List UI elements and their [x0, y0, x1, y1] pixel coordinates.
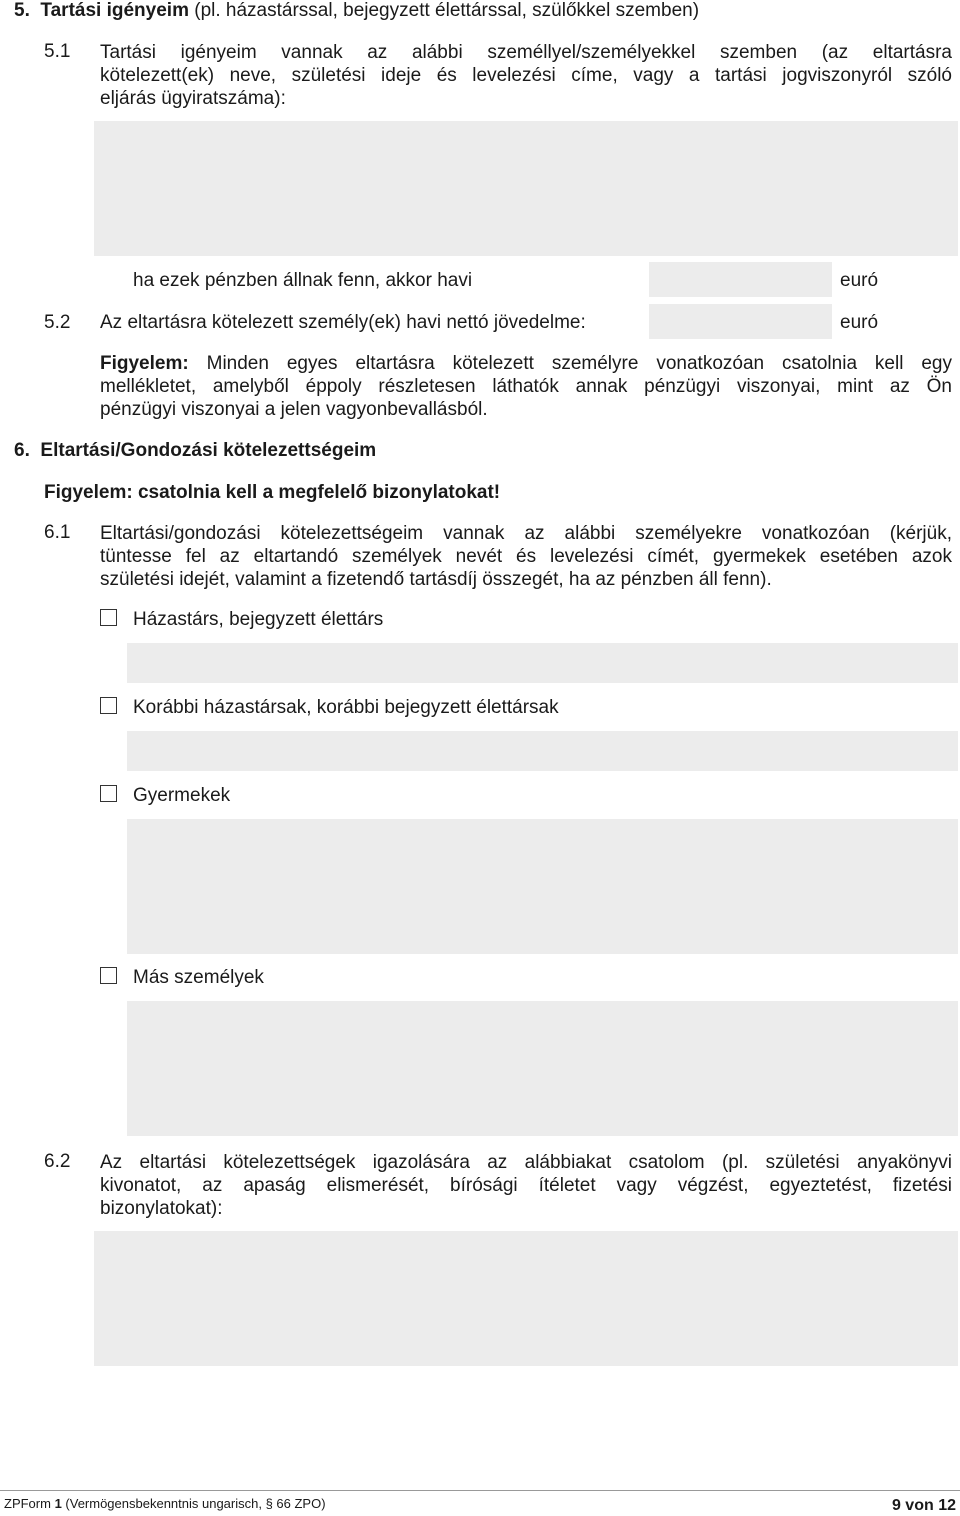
footer-page [892, 1497, 956, 1515]
s51-line-1: Tartási igényeim vannak az alábbi személlyel/személyekkel szemben (az eltartásra [100, 42, 952, 63]
s62-attachments-input[interactable] [94, 1231, 958, 1366]
section5-title: Tartási igényeim [40, 0, 189, 21]
s62-line-1: Az eltartási kötelezettségek igazolására az alábbiakat csatolom (pl. születési anyakönyvi [100, 1152, 952, 1173]
s62-line-3: bizonylatokat): [100, 1198, 223, 1219]
other-persons-label: Más személyek [133, 967, 264, 988]
s51-line-3: eljárás ügyiratszáma): [100, 88, 286, 109]
s61-line-3: születési idejét, valamint a fizetendő tartásdíj összegét, ha az pénzben áll fenn). [100, 569, 772, 590]
footer-divider [0, 1490, 960, 1491]
s51-obligor-input[interactable] [94, 121, 958, 256]
section5-heading [14, 0, 699, 22]
s51-monthly-amount-input[interactable] [649, 262, 832, 297]
section5-warning-line-1: Minden egyes eltartásra kötelezett személyre vonatkozóan csatolnia kell egy [188, 353, 952, 374]
s51-monthly-label: ha ezek pénzben állnak fenn, akkor havi [133, 270, 473, 291]
section6-title: Eltartási/Gondozási kötelezettségeim [40, 440, 377, 461]
former-spouses-checkbox[interactable] [100, 697, 117, 714]
section5-warning [100, 352, 952, 421]
other-persons-checkbox[interactable] [100, 967, 117, 984]
section6-warning: Figyelem: csatolnia kell a megfelelő bizonylatokat! [44, 482, 501, 503]
former-spouses-input[interactable] [127, 731, 958, 771]
s61-number: 6.1 [44, 522, 71, 543]
children-label: Gyermekek [133, 785, 231, 806]
s52-currency: euró [840, 312, 879, 333]
s51-line-2: kötelezett(ek) neve, születési ideje és levelezési címe, vagy a tartási jogviszonyról szóló [100, 65, 952, 86]
s51-text [100, 41, 952, 110]
s51-number: 5.1 [44, 41, 71, 62]
s62-text [100, 1151, 952, 1220]
footer-form-rest: (Vermögensbekenntnis ungarisch, § 66 ZPO) [61, 1496, 326, 1511]
section5-warning-line-3: pénzügyi viszonyai a jelen vagyonbevallásból. [100, 399, 488, 420]
section5-subtitle: (pl. házastárssal, bejegyzett élettárssal, szülőkkel szemben) [188, 0, 700, 21]
s51-currency: euró [840, 270, 879, 291]
other-persons-input[interactable] [127, 1001, 958, 1136]
s61-line-1: Eltartási/gondozási kötelezettségeim vannak az alábbi személyekre vonatkozóan (kérjük, [100, 523, 952, 544]
s62-line-2: kivonatot, az apaság elismerését, bírósági ítéletet vagy végzést, egyeztetést, fizetési [100, 1175, 952, 1196]
section5-warning-line-2: mellékletet, amelyből éppoly részletesen láthatók annak pénzügyi viszonyai, mint az Ön [100, 376, 952, 397]
children-input[interactable] [127, 819, 958, 954]
s52-number: 5.2 [44, 312, 71, 333]
s62-number: 6.2 [44, 1151, 71, 1172]
spouse-label: Házastárs, bejegyzett élettárs [133, 609, 384, 630]
section5-warning-prefix: Figyelem: [100, 353, 189, 374]
footer-page-num: 9 [891, 1497, 901, 1514]
spouse-input[interactable] [127, 643, 958, 683]
section6-heading [14, 440, 376, 462]
former-spouses-label: Korábbi házastársak, korábbi bejegyzett élettársak [133, 697, 559, 718]
footer-form-num: 1 [54, 1496, 62, 1511]
s61-text [100, 522, 952, 591]
s52-income-input[interactable] [649, 304, 832, 339]
s52-label: Az eltartásra kötelezett személy(ek) havi nettó jövedelme: [100, 312, 586, 333]
spouse-checkbox[interactable] [100, 609, 117, 626]
s61-line-2: tüntesse fel az eltartandó személyek nevét és levelezési címét, gyermekek esetében azok [100, 546, 952, 567]
footer-form-name: ZPForm [4, 1496, 55, 1511]
children-checkbox[interactable] [100, 785, 117, 802]
section6-number: 6. [14, 440, 30, 461]
footer-page-total: 12 [938, 1497, 956, 1514]
footer-form [4, 1496, 326, 1511]
section5-number: 5. [14, 0, 30, 21]
footer-page-sep: von [900, 1497, 939, 1514]
